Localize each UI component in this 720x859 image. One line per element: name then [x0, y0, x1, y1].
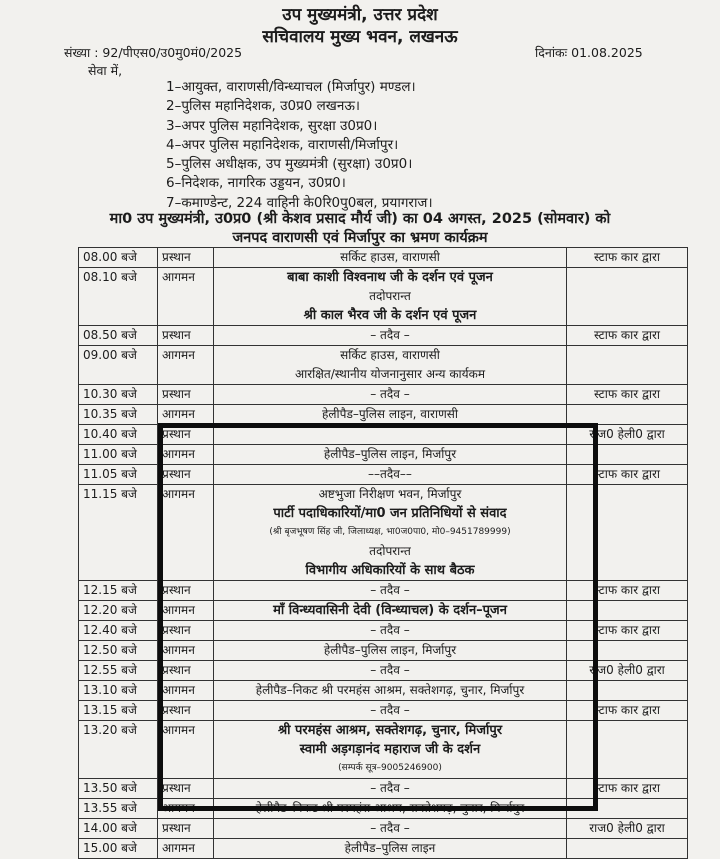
schedule-place [214, 346, 567, 385]
schedule-time: 13.15 बजे [79, 701, 158, 721]
schedule-place-line: – तदैव – [370, 821, 410, 835]
schedule-transport [567, 641, 688, 661]
schedule-place-line: तदोपरान्त [369, 544, 411, 558]
schedule-transport: स्टाफ कार द्वारा [567, 248, 688, 268]
schedule-place [214, 839, 567, 859]
schedule-place-line: – तदैव – [370, 583, 410, 597]
schedule-row [79, 779, 688, 799]
schedule-action: प्रस्थान [158, 326, 214, 346]
schedule-time: 08.10 बजे [79, 268, 158, 326]
schedule-transport: स्टाफ कार द्वारा [567, 326, 688, 346]
schedule-transport [567, 681, 688, 701]
schedule-action: प्रस्थान [158, 701, 214, 721]
recipient-item: 6–निदेशक, नागरिक उड्डयन, उ0प्र0। [166, 175, 346, 192]
schedule-place-line: सर्किट हाउस, वाराणसी [340, 250, 440, 264]
schedule-place-line: हेलीपैड–पुलिस लाइन, वाराणसी [322, 407, 458, 421]
schedule-transport: स्टाफ कार द्वारा [567, 465, 688, 485]
schedule-place [214, 641, 567, 661]
schedule-table [78, 247, 688, 859]
schedule-time: 11.15 बजे [79, 485, 158, 581]
schedule-time: 13.20 बजे [79, 721, 158, 779]
schedule-transport: राज0 हेली0 द्वारा [567, 425, 688, 445]
schedule-row [79, 268, 688, 326]
programme-subtitle [0, 227, 720, 247]
schedule-action: आगमन [158, 405, 214, 425]
schedule-row [79, 661, 688, 681]
schedule-place-line: तदोपरान्त [369, 289, 411, 303]
schedule-time: 11.05 बजे [79, 465, 158, 485]
schedule-row [79, 799, 688, 819]
schedule-time: 08.00 बजे [79, 248, 158, 268]
schedule-row [79, 248, 688, 268]
schedule-place-line: श्री परमहंस आश्रम, सक्तेशगढ़, चुनार, मिर्जापुर [277, 723, 503, 738]
schedule-place-line [218, 425, 562, 444]
schedule-row [79, 721, 688, 779]
programme-subtitle-text: जनपद वाराणसी एवं मिर्जापुर का भ्रमण कार्यक्रम [232, 230, 488, 246]
schedule-place-line: – तदैव – [370, 781, 410, 795]
schedule-place-line: ––तदैव–– [368, 467, 412, 481]
schedule-row [79, 405, 688, 425]
schedule-action: आगमन [158, 721, 214, 779]
schedule-time: 12.20 बजे [79, 601, 158, 621]
schedule-place-line: हेलीपैड–निकट श्री परमहंस आश्रम, सक्तेशगढ़, चुनार, मिर्जापुर [255, 801, 525, 815]
schedule-time: 09.00 बजे [79, 346, 158, 385]
schedule-place [214, 445, 567, 465]
recipient-list [166, 78, 433, 213]
schedule-row [79, 465, 688, 485]
schedule-action: आगमन [158, 681, 214, 701]
schedule-place-line: – तदैव – [370, 703, 410, 717]
schedule-transport [567, 268, 688, 326]
schedule-place-line: पार्टी पदाधिकारियों/मा0 जन प्रतिनिधियों से संवाद [273, 506, 507, 521]
schedule-row [79, 681, 688, 701]
schedule-place [214, 465, 567, 485]
schedule-place [214, 248, 567, 268]
schedule-place-line: – तदैव – [370, 663, 410, 677]
schedule-action: आगमन [158, 268, 214, 326]
recipient-item: 3–अपर पुलिस महानिदेशक, सुरक्षा उ0प्र0। [166, 117, 378, 134]
recipient-item: 4–अपर पुलिस महानिदेशक, वाराणसी/मिर्जापुर। [166, 136, 399, 153]
schedule-transport [567, 485, 688, 581]
schedule-place-line: बाबा काशी विश्वनाथ जी के दर्शन एवं पूजन [287, 270, 493, 285]
schedule-row [79, 385, 688, 405]
schedule-action: प्रस्थान [158, 581, 214, 601]
schedule-time: 12.55 बजे [79, 661, 158, 681]
schedule-action: आगमन [158, 601, 214, 621]
schedule-place-line: हेलीपैड–निकट श्री परमहंस आश्रम, सक्तेशगढ़, चुनार, मिर्जापुर [255, 683, 525, 697]
schedule-time: 14.00 बजे [79, 819, 158, 839]
schedule-time: 08.50 बजे [79, 326, 158, 346]
schedule-place-line: हेलीपैड–पुलिस लाइन [344, 841, 436, 855]
schedule-place-line: माँ विन्ध्यवासिनी देवी (विन्ध्याचल) के दर्शन–पूजन [273, 603, 507, 618]
schedule-time: 10.30 बजे [79, 385, 158, 405]
schedule-transport [567, 721, 688, 779]
letter-date: दिनांकः 01.08.2025 [535, 45, 643, 60]
schedule-action: प्रस्थान [158, 465, 214, 485]
schedule-transport [567, 601, 688, 621]
schedule-time: 10.35 बजे [79, 405, 158, 425]
salutation: सेवा में, [88, 63, 123, 78]
schedule-transport: स्टाफ कार द्वारा [567, 581, 688, 601]
schedule-place-line: – तदैव – [370, 328, 410, 342]
schedule-place-line: हेलीपैड–पुलिस लाइन, मिर्जापुर [323, 643, 457, 657]
schedule-time: 13.10 बजे [79, 681, 158, 701]
schedule-action: आगमन [158, 799, 214, 819]
schedule-place-line: – तदैव – [370, 387, 410, 401]
recipient-item: 7–कमाण्डेन्ट, 224 वाहिनी के0रि0पु0बल, प्रयागराज। [166, 194, 433, 211]
schedule-row [79, 641, 688, 661]
schedule-row [79, 346, 688, 385]
schedule-action: आगमन [158, 485, 214, 581]
schedule-transport [567, 346, 688, 385]
schedule-action: प्रस्थान [158, 385, 214, 405]
schedule-transport [567, 445, 688, 465]
schedule-time: 12.50 बजे [79, 641, 158, 661]
recipient-item: 5–पुलिस अधीक्षक, उप मुख्यमंत्री (सुरक्षा) उ0प्र0। [166, 156, 413, 173]
schedule-action: प्रस्थान [158, 819, 214, 839]
schedule-row [79, 581, 688, 601]
schedule-place-line: आरक्षित/स्थानीय योजनानुसार अन्य कार्यकम [294, 367, 485, 381]
schedule-action: आगमन [158, 346, 214, 385]
schedule-place-line: हेलीपैड–पुलिस लाइन, मिर्जापुर [323, 447, 457, 461]
schedule-action: आगमन [158, 445, 214, 465]
office-address: सचिवालय मुख्य भवन, लखनऊ [262, 27, 458, 47]
schedule-time: 12.40 बजे [79, 621, 158, 641]
schedule-place-line: (सम्पर्क सूत्र–9005246900) [338, 763, 442, 773]
schedule-time: 11.00 बजे [79, 445, 158, 465]
schedule-row [79, 819, 688, 839]
schedule-place [214, 701, 567, 721]
schedule-place [214, 485, 567, 581]
schedule-time: 15.00 बजे [79, 839, 158, 859]
schedule-place-line: श्री काल भैरव जी के दर्शन एवं पूजन [303, 308, 477, 323]
schedule-transport [567, 799, 688, 819]
schedule-place [214, 779, 567, 799]
schedule-place-line: स्वामी अड़गड़ानंद महाराज जी के दर्शन [299, 742, 481, 757]
schedule-place [214, 799, 567, 819]
programme-title: मा0 उप मुख्यमंत्री, उ0प्र0 (श्री केशव प्रसाद मौर्य जी) का 04 अगस्त, 2025 (सोमवार) को [109, 211, 611, 227]
schedule-action: प्रस्थान [158, 621, 214, 641]
schedule-place [214, 385, 567, 405]
schedule-place [214, 268, 567, 326]
recipient-item: 2–पुलिस महानिदेशक, उ0प्र0 लखनऊ। [166, 98, 361, 115]
schedule-place [214, 681, 567, 701]
schedule-time: 10.40 बजे [79, 425, 158, 445]
office-title: उप मुख्यमंत्री, उत्तर प्रदेश [282, 5, 438, 25]
schedule-body [79, 248, 688, 859]
schedule-place [214, 621, 567, 641]
schedule-transport: राज0 हेली0 द्वारा [567, 819, 688, 839]
schedule-transport: स्टाफ कार द्वारा [567, 621, 688, 641]
schedule-row [79, 425, 688, 445]
schedule-time: 12.15 बजे [79, 581, 158, 601]
schedule-row [79, 839, 688, 859]
schedule-place-line: विभागीय अधिकारियों के साथ बैठक [305, 563, 475, 578]
recipient-item: 1–आयुक्त, वाराणसी/विन्ध्याचल (मिर्जापुर) मण्डल। [166, 79, 416, 95]
schedule-action: प्रस्थान [158, 779, 214, 799]
schedule-place [214, 405, 567, 425]
schedule-row [79, 445, 688, 465]
schedule-row [79, 326, 688, 346]
schedule-place [214, 581, 567, 601]
schedule-row [79, 485, 688, 581]
schedule-row [79, 701, 688, 721]
schedule-transport: स्टाफ कार द्वारा [567, 701, 688, 721]
schedule-action: आगमन [158, 839, 214, 859]
schedule-place-line: सर्किट हाउस, वाराणसी [340, 348, 440, 362]
schedule-row [79, 601, 688, 621]
schedule-place-line: – तदैव – [370, 623, 410, 637]
schedule-action: प्रस्थान [158, 425, 214, 445]
schedule-place [214, 819, 567, 839]
schedule-place [214, 326, 567, 346]
schedule-place [214, 661, 567, 681]
schedule-transport [567, 405, 688, 425]
schedule-time: 13.55 बजे [79, 799, 158, 819]
schedule-transport: स्टाफ कार द्वारा [567, 779, 688, 799]
schedule-action: प्रस्थान [158, 248, 214, 268]
schedule-transport [567, 839, 688, 859]
schedule-place [214, 425, 567, 445]
schedule-place-line: अष्टभुजा निरीक्षण भवन, मिर्जापुर [318, 487, 462, 501]
schedule-action: प्रस्थान [158, 661, 214, 681]
schedule-action: आगमन [158, 641, 214, 661]
schedule-transport: राज0 हेली0 द्वारा [567, 661, 688, 681]
reference-number: संख्या : 92/पीएस0/उ0मु0मं0/2025 [64, 45, 243, 60]
schedule-place [214, 601, 567, 621]
schedule-place-line: (श्री बृजभूषण सिंह जी, जिलाध्यक्ष, भा0ज0पा0, मो0–9451789999) [269, 527, 511, 537]
schedule-transport: स्टाफ कार द्वारा [567, 385, 688, 405]
schedule-place [214, 721, 567, 779]
schedule-time: 13.50 बजे [79, 779, 158, 799]
schedule-row [79, 621, 688, 641]
